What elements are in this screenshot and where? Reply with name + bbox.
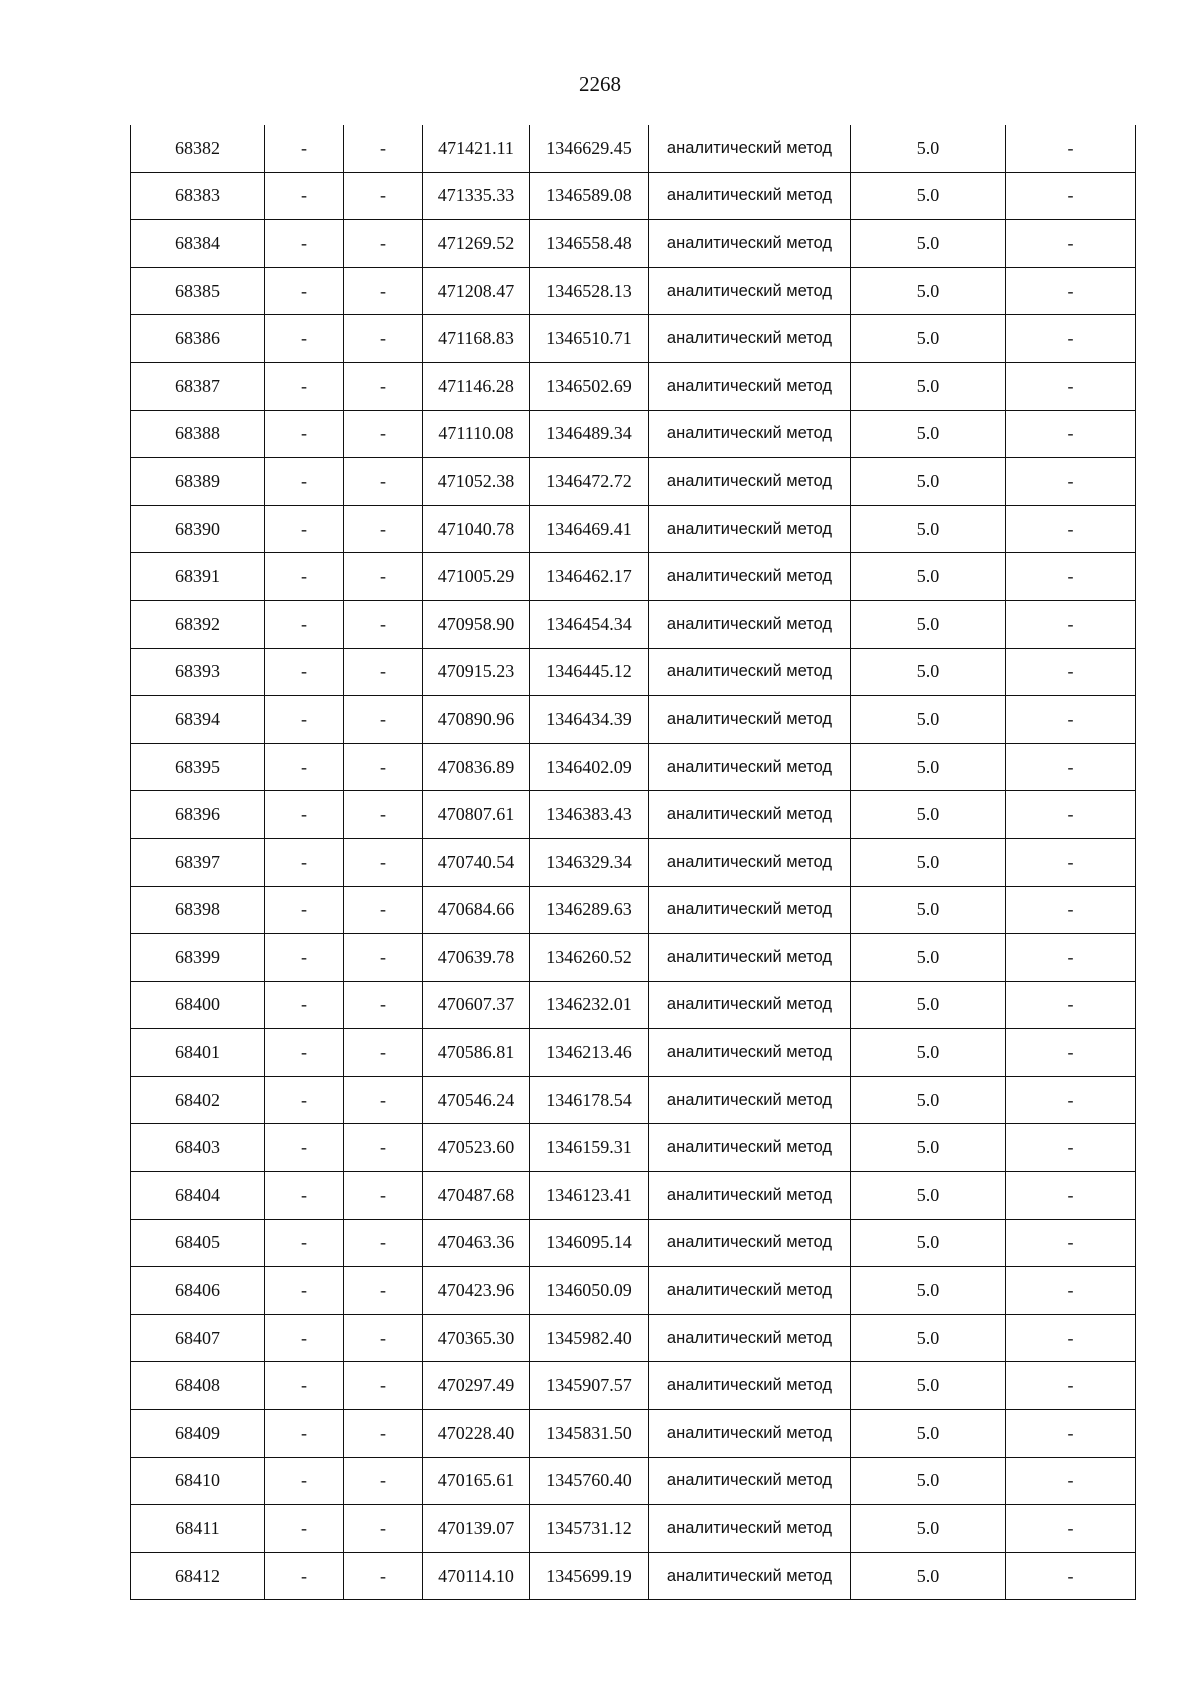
accuracy-cell: 5.0 — [851, 1076, 1006, 1124]
dash-cell: - — [344, 458, 423, 506]
method-cell: аналитический метод — [649, 125, 851, 172]
y-coordinate-cell: 1346383.43 — [530, 791, 649, 839]
x-coordinate-cell: 470423.96 — [423, 1267, 530, 1315]
dash-cell: - — [265, 981, 344, 1029]
y-coordinate-cell: 1345982.40 — [530, 1314, 649, 1362]
dash-cell: - — [344, 553, 423, 601]
table-row — [131, 791, 1136, 839]
x-coordinate-cell: 470165.61 — [423, 1457, 530, 1505]
accuracy-cell: 5.0 — [851, 1219, 1006, 1267]
dash-cell: - — [344, 1029, 423, 1077]
dash-cell: - — [344, 172, 423, 220]
x-coordinate-cell: 470915.23 — [423, 648, 530, 696]
x-coordinate-cell: 470228.40 — [423, 1410, 530, 1458]
table-body — [131, 125, 1136, 1600]
dash-cell: - — [265, 648, 344, 696]
point-number-cell: 68395 — [131, 743, 265, 791]
dash-cell: - — [1006, 1267, 1136, 1315]
method-cell: аналитический метод — [649, 220, 851, 268]
dash-cell: - — [1006, 1457, 1136, 1505]
y-coordinate-cell: 1346502.69 — [530, 362, 649, 410]
table-row — [131, 981, 1136, 1029]
dash-cell: - — [344, 1457, 423, 1505]
y-coordinate-cell: 1346232.01 — [530, 981, 649, 1029]
dash-cell: - — [1006, 838, 1136, 886]
dash-cell: - — [265, 1172, 344, 1220]
x-coordinate-cell: 471005.29 — [423, 553, 530, 601]
point-number-cell: 68384 — [131, 220, 265, 268]
method-cell: аналитический метод — [649, 791, 851, 839]
point-number-cell: 68406 — [131, 1267, 265, 1315]
dash-cell: - — [265, 838, 344, 886]
x-coordinate-cell: 470607.37 — [423, 981, 530, 1029]
method-cell: аналитический метод — [649, 1410, 851, 1458]
accuracy-cell: 5.0 — [851, 1124, 1006, 1172]
table-row — [131, 1410, 1136, 1458]
dash-cell: - — [344, 838, 423, 886]
dash-cell: - — [265, 934, 344, 982]
dash-cell: - — [265, 1267, 344, 1315]
y-coordinate-cell: 1346462.17 — [530, 553, 649, 601]
dash-cell: - — [265, 1076, 344, 1124]
accuracy-cell: 5.0 — [851, 886, 1006, 934]
dash-cell: - — [265, 220, 344, 268]
dash-cell: - — [265, 886, 344, 934]
dash-cell: - — [344, 1410, 423, 1458]
point-number-cell: 68401 — [131, 1029, 265, 1077]
point-number-cell: 68389 — [131, 458, 265, 506]
y-coordinate-cell: 1346629.45 — [530, 125, 649, 172]
dash-cell: - — [265, 505, 344, 553]
x-coordinate-cell: 470523.60 — [423, 1124, 530, 1172]
method-cell: аналитический метод — [649, 1172, 851, 1220]
method-cell: аналитический метод — [649, 696, 851, 744]
accuracy-cell: 5.0 — [851, 172, 1006, 220]
accuracy-cell: 5.0 — [851, 791, 1006, 839]
x-coordinate-cell: 471269.52 — [423, 220, 530, 268]
point-number-cell: 68397 — [131, 838, 265, 886]
accuracy-cell: 5.0 — [851, 315, 1006, 363]
dash-cell: - — [265, 1362, 344, 1410]
x-coordinate-cell: 471421.11 — [423, 125, 530, 172]
dash-cell: - — [265, 1505, 344, 1553]
accuracy-cell: 5.0 — [851, 125, 1006, 172]
table-row — [131, 600, 1136, 648]
accuracy-cell: 5.0 — [851, 838, 1006, 886]
dash-cell: - — [1006, 553, 1136, 601]
dash-cell: - — [344, 505, 423, 553]
table-row — [131, 886, 1136, 934]
dash-cell: - — [344, 125, 423, 172]
method-cell: аналитический метод — [649, 1552, 851, 1600]
accuracy-cell: 5.0 — [851, 934, 1006, 982]
x-coordinate-cell: 470740.54 — [423, 838, 530, 886]
method-cell: аналитический метод — [649, 1124, 851, 1172]
point-number-cell: 68388 — [131, 410, 265, 458]
table-row — [131, 172, 1136, 220]
method-cell: аналитический метод — [649, 1076, 851, 1124]
table-row — [131, 458, 1136, 506]
method-cell: аналитический метод — [649, 1314, 851, 1362]
table-row — [131, 220, 1136, 268]
point-number-cell: 68404 — [131, 1172, 265, 1220]
x-coordinate-cell: 471052.38 — [423, 458, 530, 506]
x-coordinate-cell: 471110.08 — [423, 410, 530, 458]
point-number-cell: 68399 — [131, 934, 265, 982]
x-coordinate-cell: 470586.81 — [423, 1029, 530, 1077]
point-number-cell: 68383 — [131, 172, 265, 220]
method-cell: аналитический метод — [649, 1362, 851, 1410]
dash-cell: - — [265, 1457, 344, 1505]
y-coordinate-cell: 1346454.34 — [530, 600, 649, 648]
point-number-cell: 68396 — [131, 791, 265, 839]
dash-cell: - — [344, 600, 423, 648]
y-coordinate-cell: 1346489.34 — [530, 410, 649, 458]
table-row — [131, 315, 1136, 363]
table-row — [131, 125, 1136, 172]
x-coordinate-cell: 470365.30 — [423, 1314, 530, 1362]
y-coordinate-cell: 1346050.09 — [530, 1267, 649, 1315]
table-row — [131, 1172, 1136, 1220]
accuracy-cell: 5.0 — [851, 696, 1006, 744]
y-coordinate-cell: 1346472.72 — [530, 458, 649, 506]
table-row — [131, 743, 1136, 791]
x-coordinate-cell: 470684.66 — [423, 886, 530, 934]
y-coordinate-cell: 1346445.12 — [530, 648, 649, 696]
table-row — [131, 838, 1136, 886]
y-coordinate-cell: 1345760.40 — [530, 1457, 649, 1505]
point-number-cell: 68392 — [131, 600, 265, 648]
dash-cell: - — [344, 1124, 423, 1172]
method-cell: аналитический метод — [649, 267, 851, 315]
y-coordinate-cell: 1345831.50 — [530, 1410, 649, 1458]
dash-cell: - — [344, 1314, 423, 1362]
y-coordinate-cell: 1346159.31 — [530, 1124, 649, 1172]
point-number-cell: 68385 — [131, 267, 265, 315]
dash-cell: - — [1006, 1314, 1136, 1362]
dash-cell: - — [344, 1219, 423, 1267]
dash-cell: - — [1006, 743, 1136, 791]
dash-cell: - — [265, 696, 344, 744]
method-cell: аналитический метод — [649, 1457, 851, 1505]
x-coordinate-cell: 470114.10 — [423, 1552, 530, 1600]
x-coordinate-cell: 470639.78 — [423, 934, 530, 982]
dash-cell: - — [265, 553, 344, 601]
x-coordinate-cell: 470546.24 — [423, 1076, 530, 1124]
y-coordinate-cell: 1346469.41 — [530, 505, 649, 553]
accuracy-cell: 5.0 — [851, 1457, 1006, 1505]
dash-cell: - — [1006, 1552, 1136, 1600]
coordinates-table — [130, 125, 1136, 1600]
point-number-cell: 68400 — [131, 981, 265, 1029]
point-number-cell: 68390 — [131, 505, 265, 553]
y-coordinate-cell: 1346402.09 — [530, 743, 649, 791]
x-coordinate-cell: 470139.07 — [423, 1505, 530, 1553]
point-number-cell: 68393 — [131, 648, 265, 696]
accuracy-cell: 5.0 — [851, 1267, 1006, 1315]
accuracy-cell: 5.0 — [851, 410, 1006, 458]
table-row — [131, 1076, 1136, 1124]
dash-cell: - — [1006, 458, 1136, 506]
dash-cell: - — [1006, 1029, 1136, 1077]
dash-cell: - — [344, 1172, 423, 1220]
accuracy-cell: 5.0 — [851, 553, 1006, 601]
method-cell: аналитический метод — [649, 648, 851, 696]
dash-cell: - — [265, 1552, 344, 1600]
dash-cell: - — [344, 1552, 423, 1600]
table-row — [131, 1124, 1136, 1172]
dash-cell: - — [1006, 220, 1136, 268]
table-row — [131, 1314, 1136, 1362]
dash-cell: - — [265, 315, 344, 363]
dash-cell: - — [344, 220, 423, 268]
method-cell: аналитический метод — [649, 981, 851, 1029]
dash-cell: - — [265, 125, 344, 172]
table-row — [131, 505, 1136, 553]
method-cell: аналитический метод — [649, 1219, 851, 1267]
point-number-cell: 68382 — [131, 125, 265, 172]
dash-cell: - — [1006, 981, 1136, 1029]
method-cell: аналитический метод — [649, 838, 851, 886]
method-cell: аналитический метод — [649, 410, 851, 458]
dash-cell: - — [344, 934, 423, 982]
page-number: 2268 — [579, 72, 621, 96]
table-row — [131, 934, 1136, 982]
accuracy-cell: 5.0 — [851, 1505, 1006, 1553]
dash-cell: - — [344, 743, 423, 791]
table-row — [131, 1457, 1136, 1505]
table-row — [131, 1505, 1136, 1553]
method-cell: аналитический метод — [649, 886, 851, 934]
dash-cell: - — [344, 1076, 423, 1124]
dash-cell: - — [344, 1362, 423, 1410]
x-coordinate-cell: 470463.36 — [423, 1219, 530, 1267]
accuracy-cell: 5.0 — [851, 1552, 1006, 1600]
dash-cell: - — [1006, 1505, 1136, 1553]
dash-cell: - — [344, 981, 423, 1029]
method-cell: аналитический метод — [649, 505, 851, 553]
accuracy-cell: 5.0 — [851, 362, 1006, 410]
dash-cell: - — [1006, 934, 1136, 982]
dash-cell: - — [1006, 410, 1136, 458]
dash-cell: - — [265, 267, 344, 315]
y-coordinate-cell: 1346434.39 — [530, 696, 649, 744]
dash-cell: - — [265, 791, 344, 839]
dash-cell: - — [1006, 791, 1136, 839]
dash-cell: - — [1006, 362, 1136, 410]
point-number-cell: 68387 — [131, 362, 265, 410]
dash-cell: - — [1006, 600, 1136, 648]
x-coordinate-cell: 470958.90 — [423, 600, 530, 648]
point-number-cell: 68403 — [131, 1124, 265, 1172]
point-number-cell: 68386 — [131, 315, 265, 363]
method-cell: аналитический метод — [649, 315, 851, 363]
y-coordinate-cell: 1346510.71 — [530, 315, 649, 363]
y-coordinate-cell: 1346528.13 — [530, 267, 649, 315]
table-row — [131, 1267, 1136, 1315]
point-number-cell: 68394 — [131, 696, 265, 744]
accuracy-cell: 5.0 — [851, 1410, 1006, 1458]
accuracy-cell: 5.0 — [851, 505, 1006, 553]
y-coordinate-cell: 1345907.57 — [530, 1362, 649, 1410]
accuracy-cell: 5.0 — [851, 600, 1006, 648]
dash-cell: - — [344, 791, 423, 839]
accuracy-cell: 5.0 — [851, 458, 1006, 506]
y-coordinate-cell: 1345699.19 — [530, 1552, 649, 1600]
dash-cell: - — [344, 1505, 423, 1553]
dash-cell: - — [265, 458, 344, 506]
dash-cell: - — [1006, 1172, 1136, 1220]
dash-cell: - — [265, 600, 344, 648]
dash-cell: - — [344, 696, 423, 744]
dash-cell: - — [1006, 648, 1136, 696]
accuracy-cell: 5.0 — [851, 981, 1006, 1029]
accuracy-cell: 5.0 — [851, 267, 1006, 315]
method-cell: аналитический метод — [649, 1505, 851, 1553]
table-row — [131, 648, 1136, 696]
point-number-cell: 68391 — [131, 553, 265, 601]
point-number-cell: 68408 — [131, 1362, 265, 1410]
method-cell: аналитический метод — [649, 553, 851, 601]
x-coordinate-cell: 471146.28 — [423, 362, 530, 410]
table-row — [131, 553, 1136, 601]
dash-cell: - — [1006, 1219, 1136, 1267]
y-coordinate-cell: 1346260.52 — [530, 934, 649, 982]
method-cell: аналитический метод — [649, 172, 851, 220]
x-coordinate-cell: 470890.96 — [423, 696, 530, 744]
point-number-cell: 68407 — [131, 1314, 265, 1362]
dash-cell: - — [265, 1219, 344, 1267]
accuracy-cell: 5.0 — [851, 1172, 1006, 1220]
method-cell: аналитический метод — [649, 743, 851, 791]
dash-cell: - — [265, 172, 344, 220]
dash-cell: - — [344, 886, 423, 934]
accuracy-cell: 5.0 — [851, 743, 1006, 791]
y-coordinate-cell: 1346213.46 — [530, 1029, 649, 1077]
point-number-cell: 68405 — [131, 1219, 265, 1267]
dash-cell: - — [265, 362, 344, 410]
x-coordinate-cell: 471040.78 — [423, 505, 530, 553]
method-cell: аналитический метод — [649, 1029, 851, 1077]
dash-cell: - — [1006, 886, 1136, 934]
x-coordinate-cell: 470807.61 — [423, 791, 530, 839]
method-cell: аналитический метод — [649, 362, 851, 410]
y-coordinate-cell: 1346123.41 — [530, 1172, 649, 1220]
x-coordinate-cell: 470487.68 — [423, 1172, 530, 1220]
dash-cell: - — [1006, 505, 1136, 553]
dash-cell: - — [344, 315, 423, 363]
x-coordinate-cell: 470836.89 — [423, 743, 530, 791]
accuracy-cell: 5.0 — [851, 1029, 1006, 1077]
y-coordinate-cell: 1346329.34 — [530, 838, 649, 886]
dash-cell: - — [265, 1410, 344, 1458]
method-cell: аналитический метод — [649, 1267, 851, 1315]
dash-cell: - — [265, 410, 344, 458]
dash-cell: - — [1006, 1124, 1136, 1172]
point-number-cell: 68409 — [131, 1410, 265, 1458]
point-number-cell: 68398 — [131, 886, 265, 934]
dash-cell: - — [344, 410, 423, 458]
dash-cell: - — [344, 648, 423, 696]
method-cell: аналитический метод — [649, 600, 851, 648]
point-number-cell: 68410 — [131, 1457, 265, 1505]
accuracy-cell: 5.0 — [851, 1362, 1006, 1410]
table-row — [131, 696, 1136, 744]
table-row — [131, 1362, 1136, 1410]
point-number-cell: 68411 — [131, 1505, 265, 1553]
table-row — [131, 410, 1136, 458]
x-coordinate-cell: 471168.83 — [423, 315, 530, 363]
point-number-cell: 68402 — [131, 1076, 265, 1124]
dash-cell: - — [1006, 125, 1136, 172]
dash-cell: - — [1006, 315, 1136, 363]
dash-cell: - — [265, 1029, 344, 1077]
y-coordinate-cell: 1346178.54 — [530, 1076, 649, 1124]
table-row — [131, 1029, 1136, 1077]
y-coordinate-cell: 1346095.14 — [530, 1219, 649, 1267]
method-cell: аналитический метод — [649, 934, 851, 982]
accuracy-cell: 5.0 — [851, 648, 1006, 696]
dash-cell: - — [344, 362, 423, 410]
dash-cell: - — [1006, 696, 1136, 744]
dash-cell: - — [1006, 172, 1136, 220]
x-coordinate-cell: 470297.49 — [423, 1362, 530, 1410]
dash-cell: - — [1006, 1362, 1136, 1410]
table-row — [131, 362, 1136, 410]
x-coordinate-cell: 471335.33 — [423, 172, 530, 220]
point-number-cell: 68412 — [131, 1552, 265, 1600]
table-row — [131, 1552, 1136, 1600]
dash-cell: - — [1006, 1410, 1136, 1458]
dash-cell: - — [265, 1314, 344, 1362]
y-coordinate-cell: 1345731.12 — [530, 1505, 649, 1553]
dash-cell: - — [344, 1267, 423, 1315]
y-coordinate-cell: 1346589.08 — [530, 172, 649, 220]
dash-cell: - — [344, 267, 423, 315]
x-coordinate-cell: 471208.47 — [423, 267, 530, 315]
dash-cell: - — [1006, 1076, 1136, 1124]
accuracy-cell: 5.0 — [851, 1314, 1006, 1362]
dash-cell: - — [265, 743, 344, 791]
y-coordinate-cell: 1346289.63 — [530, 886, 649, 934]
accuracy-cell: 5.0 — [851, 220, 1006, 268]
table-row — [131, 1219, 1136, 1267]
dash-cell: - — [1006, 267, 1136, 315]
dash-cell: - — [265, 1124, 344, 1172]
method-cell: аналитический метод — [649, 458, 851, 506]
table-row — [131, 267, 1136, 315]
y-coordinate-cell: 1346558.48 — [530, 220, 649, 268]
